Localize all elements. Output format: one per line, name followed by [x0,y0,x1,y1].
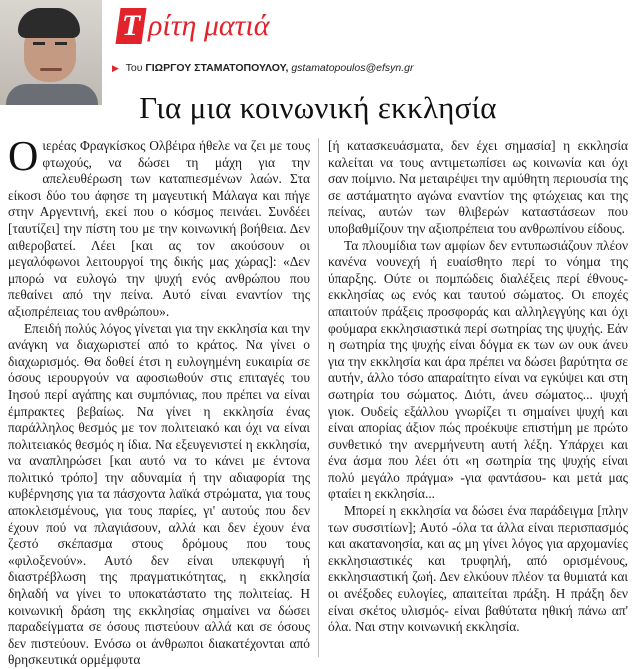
article-column-right [328,138,628,636]
byline [112,62,413,74]
column-title: ρίτη ματιά [148,9,270,42]
byline-author: ΓΙΩΡΓΟΥ ΣΤΑΜΑΤΟΠΟΥΛΟΥ, [145,62,289,74]
article-headline: Για μια κοινωνική εκκλησία [139,90,497,125]
triangle-icon: ▶ [112,63,119,73]
column-badge-letter: Τ [121,9,141,42]
byline-email[interactable]: gstamatopoulos@efsyn.gr [291,62,414,74]
article-paragraph: Τα πλουμίδια των αμφίων δεν εντυπωσιάζουν πλέον κανένα νουνεχή ή ευαίσθητο περί το νόημα της ύπαρξης. Ούτε οι πομπώδεις διαλέξεις περί έθνους-εκκλησίας ως ενός και ταυτού σώματος. Οι εποχές απαιτούν πράξεις προσφοράς και αλληλεγγύης και όχι φούμαρα εκκλησιαστικά περί σωτηρίας της ψυχής. Εάν η σωτηρία της ψυχής είναι δόγμα εκ των ων ουκ άνευ για την εκκλησία και άρα πρέπει να δώσει βαρύτητα σε αυτήν, άλλο τόσο απαραίτητο είναι να εγκύψει και στη σωτηρία του σώματος. Διότι, άνευ σώματος... ψυχή γιοκ. Ουδείς εξάλλου γνωρίζει τι σημαίνει ψυχή και είναι απορίας άξιον πώς προέκυψε επιστήμη με πρώτο συνθετικό την ανερμήνευτη αυτή λέξη. Υπάρχει και ένα άσμα που λέει ότι «η σωτηρία της ψυχής είναι πολύ μεγάλο πράγμα» -για φαντάσου- και μετά μας φταίει η εκκλησία... [328,237,628,502]
column-badge [115,8,146,44]
drop-cap: Ο [8,134,39,180]
paragraph-text: ιερέας Φραγκίσκος Ολβέιρα ήθελε να ζει με τους φτωχούς, να δώσει τη μάχη για την απελευθέρωση των καταπιεσμένων λαών. Στα είκοσι δύο του άφησε τη μαγευτική Μάλαγα και πήγε στην Αργεντινή, εκεί που ο κόσμος πεινάει. Συνδέει [ταυτίζει] την πίστη του με την κοινωνική βοήθεια. Δεν αιθεροβατεί. Λέει [και ας τον ακούσουν οι μεγαλόφωνοι λειτουργοί της δικής μας χώρας]: «Δεν μπορώ να ευλογώ την ψυχή ενός ανθρώπου που πεθαίνει από την πείνα. Αυτό είναι εναντίον της αξιοπρέπειας του ανθρώπου». [8,138,310,319]
article-paragraph: Επειδή πολύς λόγος γίνεται για την εκκλησία και την ανάγκη να διαχωριστεί από το κράτος. Να γίνει ο διαχωρισμός. Θα δοθεί έτσι η ευλογημένη ευκαιρία σε όσους ιερουργούν να αφοσιωθούν στις επιταγές του Ιησού περί αγάπης και συμπόνιας, που πρέπει να είναι έμπρακτες βεβαίως. Να γίνει η εκκλησία ένας παράλληλος θεσμός με τον πολιτειακό και όχι να είναι πολιτειακός θεσμός η ίδια. Να εξευγενιστεί η εκκλησία, να αναπληρώσει [και αυτό να το κάνει με έντονα πολιτικό τρόπο] την αδυναμία ή την αδιαφορία της κυβέρνησης για τα πάσχοντα λαϊκά στρώματα, για τους αποκλεισμένους, για τους παρίες, γι' αυτούς που δεν έχουν πού να πλαγιάσουν, αλλά και δεν έχουν ένα ζεστό σκέπασμα στους δρόμους που τους «φιλοξενούν». Αυτό δεν είναι υπεκφυγή ή διαστρέβλωση της πραγματικότητας, η εκκλησία δηλαδή να γίνει το υποκατάστατο της πολιτείας. Η κοινωνική δράση της εκκλησίας σημαίνει να δώσει παραδείγματα σε όσους πιστεύουν αλλά και σε όσους δεν πιστεύουν. Ενόσω οι άνθρωποι διακατέχονται από θρησκευτικά ορμέμφυτα [8,320,310,668]
byline-prefix: Του [125,62,143,74]
column-divider [318,138,319,657]
article-column-left [8,134,310,669]
article-paragraph: [ή κατασκευάσματα, δεν έχει σημασία] η εκκλησία καλείται να τους αντιμετωπίσει ως κοινωνία και όχι σαν ποίμνιο. Να μεταιρέψει την αμύθητη περιουσία της σε αστάματητο αγώνα εναντίον της φτώχειας και της πείνας, αυτών των θλιβερών καταστάσεων που υποβαθμίζουν την αξιοπρέπεια του ανθρωπίνου είδους. [328,138,628,236]
article-body [0,134,636,668]
article-paragraph [8,134,310,321]
article-paragraph: Μπορεί η εκκλησία να δώσει ένα παράδειγμα [πλην των συσσιτίων]; Αυτό -όλα τα άλλα είναι περισπασμός και ακατανοησία, και ας μη γίνει λόγος για αρχομανίες εκκλησιαστικές και τρυφηλή, από ορισμένους, εκκλησιαστική ζωή. Δεν ελκύουν πλέον τα θυμιατά και οι ανέξοδες ευλογίες, απαιτείται πράξη. Η πράξη δεν είναι σκέτος υλισμός- είναι βαθύτατα ηθική πάνω απ' όλα. Ναι στην κοινωνική εκκλησία. [328,503,628,635]
